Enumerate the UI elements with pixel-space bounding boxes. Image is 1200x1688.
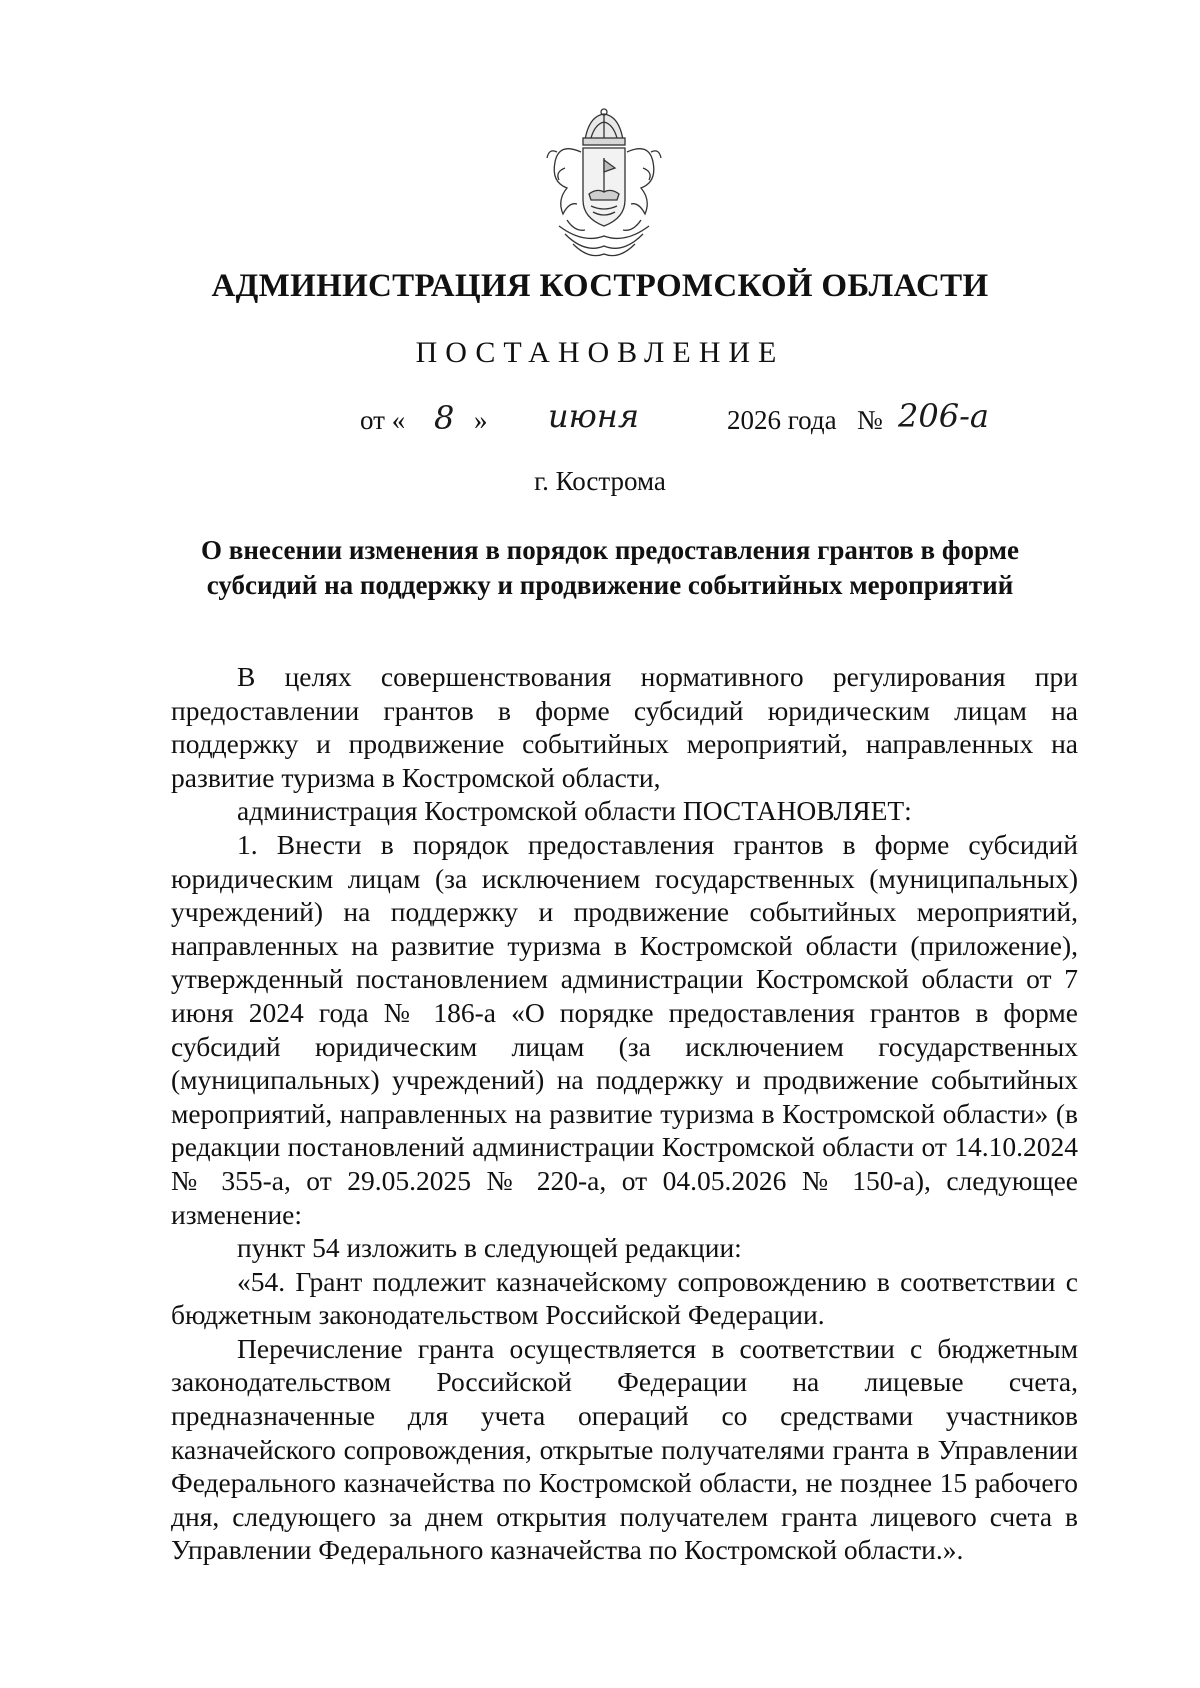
organization-title: АДМИНИСТРАЦИЯ КОСТРОМСКОЙ ОБЛАСТИ [211,268,989,304]
city: г. Кострома [534,466,666,496]
document-number-handwritten: 206-а [898,397,989,435]
coat-of-arms-icon [545,108,663,264]
paragraph-item-54-intro: пункт 54 изложить в следующей редакции: [237,1232,742,1264]
paragraph-transfer: Перечисление гранта осуществляется в соответствии с бюджетным законодательством Российской Федерации на лицевые счета, предназначенные для учета операций со средствами участников казначейского сопровождения, открытые получателями гранта в Управлении Федерального казначейства по Костромской области, не позднее 15 рабочего дня, следующего за днем открытия получателем гранта лицевого счета в Управлении Федерального казначейства по Костромской области.». [171,1332,1078,1566]
document-subject-title: О внесении изменения в порядок предоставления грантов в форме субсидий на поддержку и продвижение событийных мероприятий [201,535,1019,600]
date-year: 2026 года [727,405,837,435]
date-line [0,397,1200,445]
date-day-close: » [474,405,488,435]
date-month-handwritten: июня [548,397,640,435]
document-type: ПОСТАНОВЛЕНИЕ [415,336,785,369]
paragraph-purpose: В целях совершенствования нормативного регулирования при предоставлении грантов в форме субсидий юридическим лицам на поддержку и продвижение событийных мероприятий, направленных на развитие туризма в Костромской области, [171,661,1078,793]
paragraph-item-1: 1. Внести в порядок предоставления грантов в форме субсидий юридическим лицам (за исключением государственных (муниципальных) учреждений) на поддержку и продвижение событийных мероприятий, направленных на развитие туризма в Костромской области (приложение), утвержденный постановлением администрации Костромской области от 7 июня 2024 года № 186-а «О порядке предоставления грантов в форме субсидий юридическим лицам (за исключением государственных (муниципальных) учреждений) на поддержку и продвижение событийных мероприятий, направленных на развитие туризма в Костромской области» (в редакции постановлений администрации Костромской области от 14.10.2024 № 355-а, от 29.05.2025 № 220-а, от 04.05.2026 № 150-а), следующее изменение: [171,828,1078,1230]
paragraph-item-54-text: «54. Грант подлежит казначейскому сопровождению в соответствии с бюджетным законодательством Российской Федерации. [171,1265,1078,1331]
number-sign: № [857,405,883,435]
document-body [171,660,1078,1567]
date-prefix: от « [360,405,406,435]
date-day-handwritten: 8 [434,399,455,437]
paragraph-resolves: администрация Костромской области ПОСТАНОВЛЯЕТ: [237,795,912,827]
